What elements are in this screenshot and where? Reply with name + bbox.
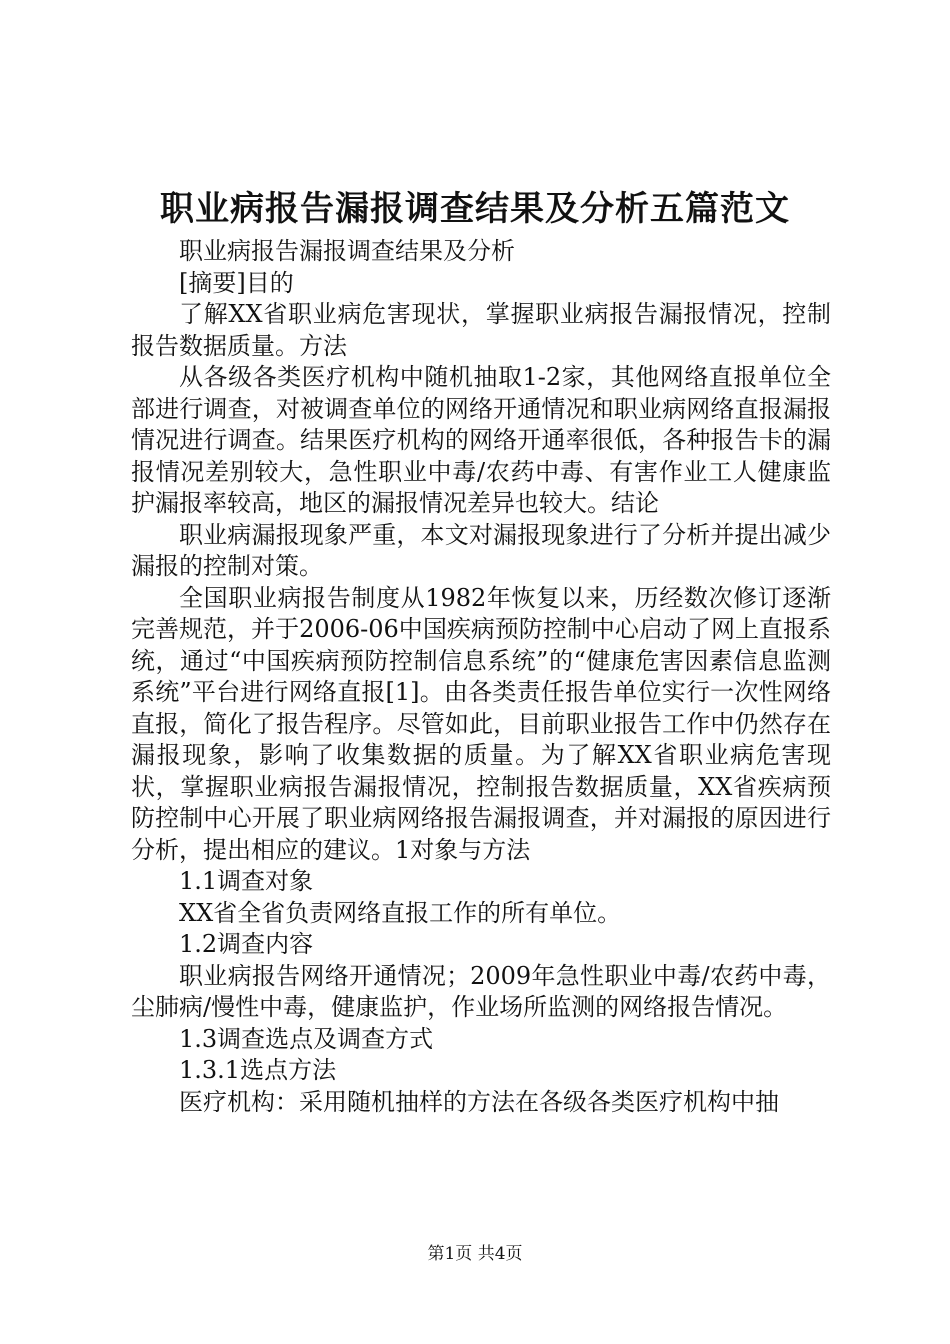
section-heading: 1.1调查对象 — [179, 867, 314, 895]
subtitle-paragraph: 职业病报告漏报调查结果及分析 — [179, 237, 515, 265]
section-heading: 1.3.1选点方法 — [179, 1056, 337, 1084]
paragraph: 了解XX省职业病危害现状，掌握职业病报告漏报情况，控制报告数据质量。方法 — [131, 300, 831, 360]
paragraph: 医疗机构：采用随机抽样的方法在各级各类医疗机构中抽 — [179, 1087, 779, 1116]
paragraph: 职业病报告网络开通情况；2009年急性职业中毒/农药中毒，尘肺病/慢性中毒，健康监护，作业场所监测的网络报告情况。 — [131, 961, 831, 1021]
paragraph: 从各级各类医疗机构中随机抽取1-2家，其他网络直报单位全部进行调查，对被调查单位的网络开通情况和职业病网络直报漏报情况进行调查。结果医疗机构的网络开通率很低，各种报告卡的漏报情况差别较大，急性职业中毒/农药中毒、有害作业工人健康监护漏报率较高，地区的漏报情况差异也较大。结论 — [131, 363, 831, 517]
paragraph: XX省全省负责网络直报工作的所有单位。 — [179, 898, 622, 927]
abstract-label: [摘要]目的 — [179, 268, 294, 297]
document-title: 职业病报告漏报调查结果及分析五篇范文 — [160, 189, 790, 229]
section-heading: 1.2调查内容 — [179, 930, 314, 958]
section-heading: 1.3调查选点及调查方式 — [179, 1024, 434, 1053]
paragraph: 职业病漏报现象严重，本文对漏报现象进行了分析并提出减少漏报的控制对策。 — [131, 520, 831, 580]
page-footer: 第1页 共4页 — [427, 1244, 523, 1264]
paragraph: 全国职业病报告制度从1982年恢复以来，历经数次修订逐渐完善规范，并于2006-06中国疾病预防控制中心启动了网上直报系统，通过“中国疾病预防控制信息系统”的“健康危害因素信息监测系统”平台进行网络直报[1]。由各类责任报告单位实行一次性网络直报，简化了报告程序。尽管如此，目前职业报告工作中仍然存在漏报现象，影响了收集数据的质量。为了解XX省职业病危害现状，掌握职业病报告漏报情况，控制报告数据质量，XX省疾病预防控制中心开展了职业病网络报告漏报调查，并对漏报的原因进行分析，提出相应的建议。1对象与方法 — [131, 583, 831, 864]
document-body — [131, 236, 831, 1118]
